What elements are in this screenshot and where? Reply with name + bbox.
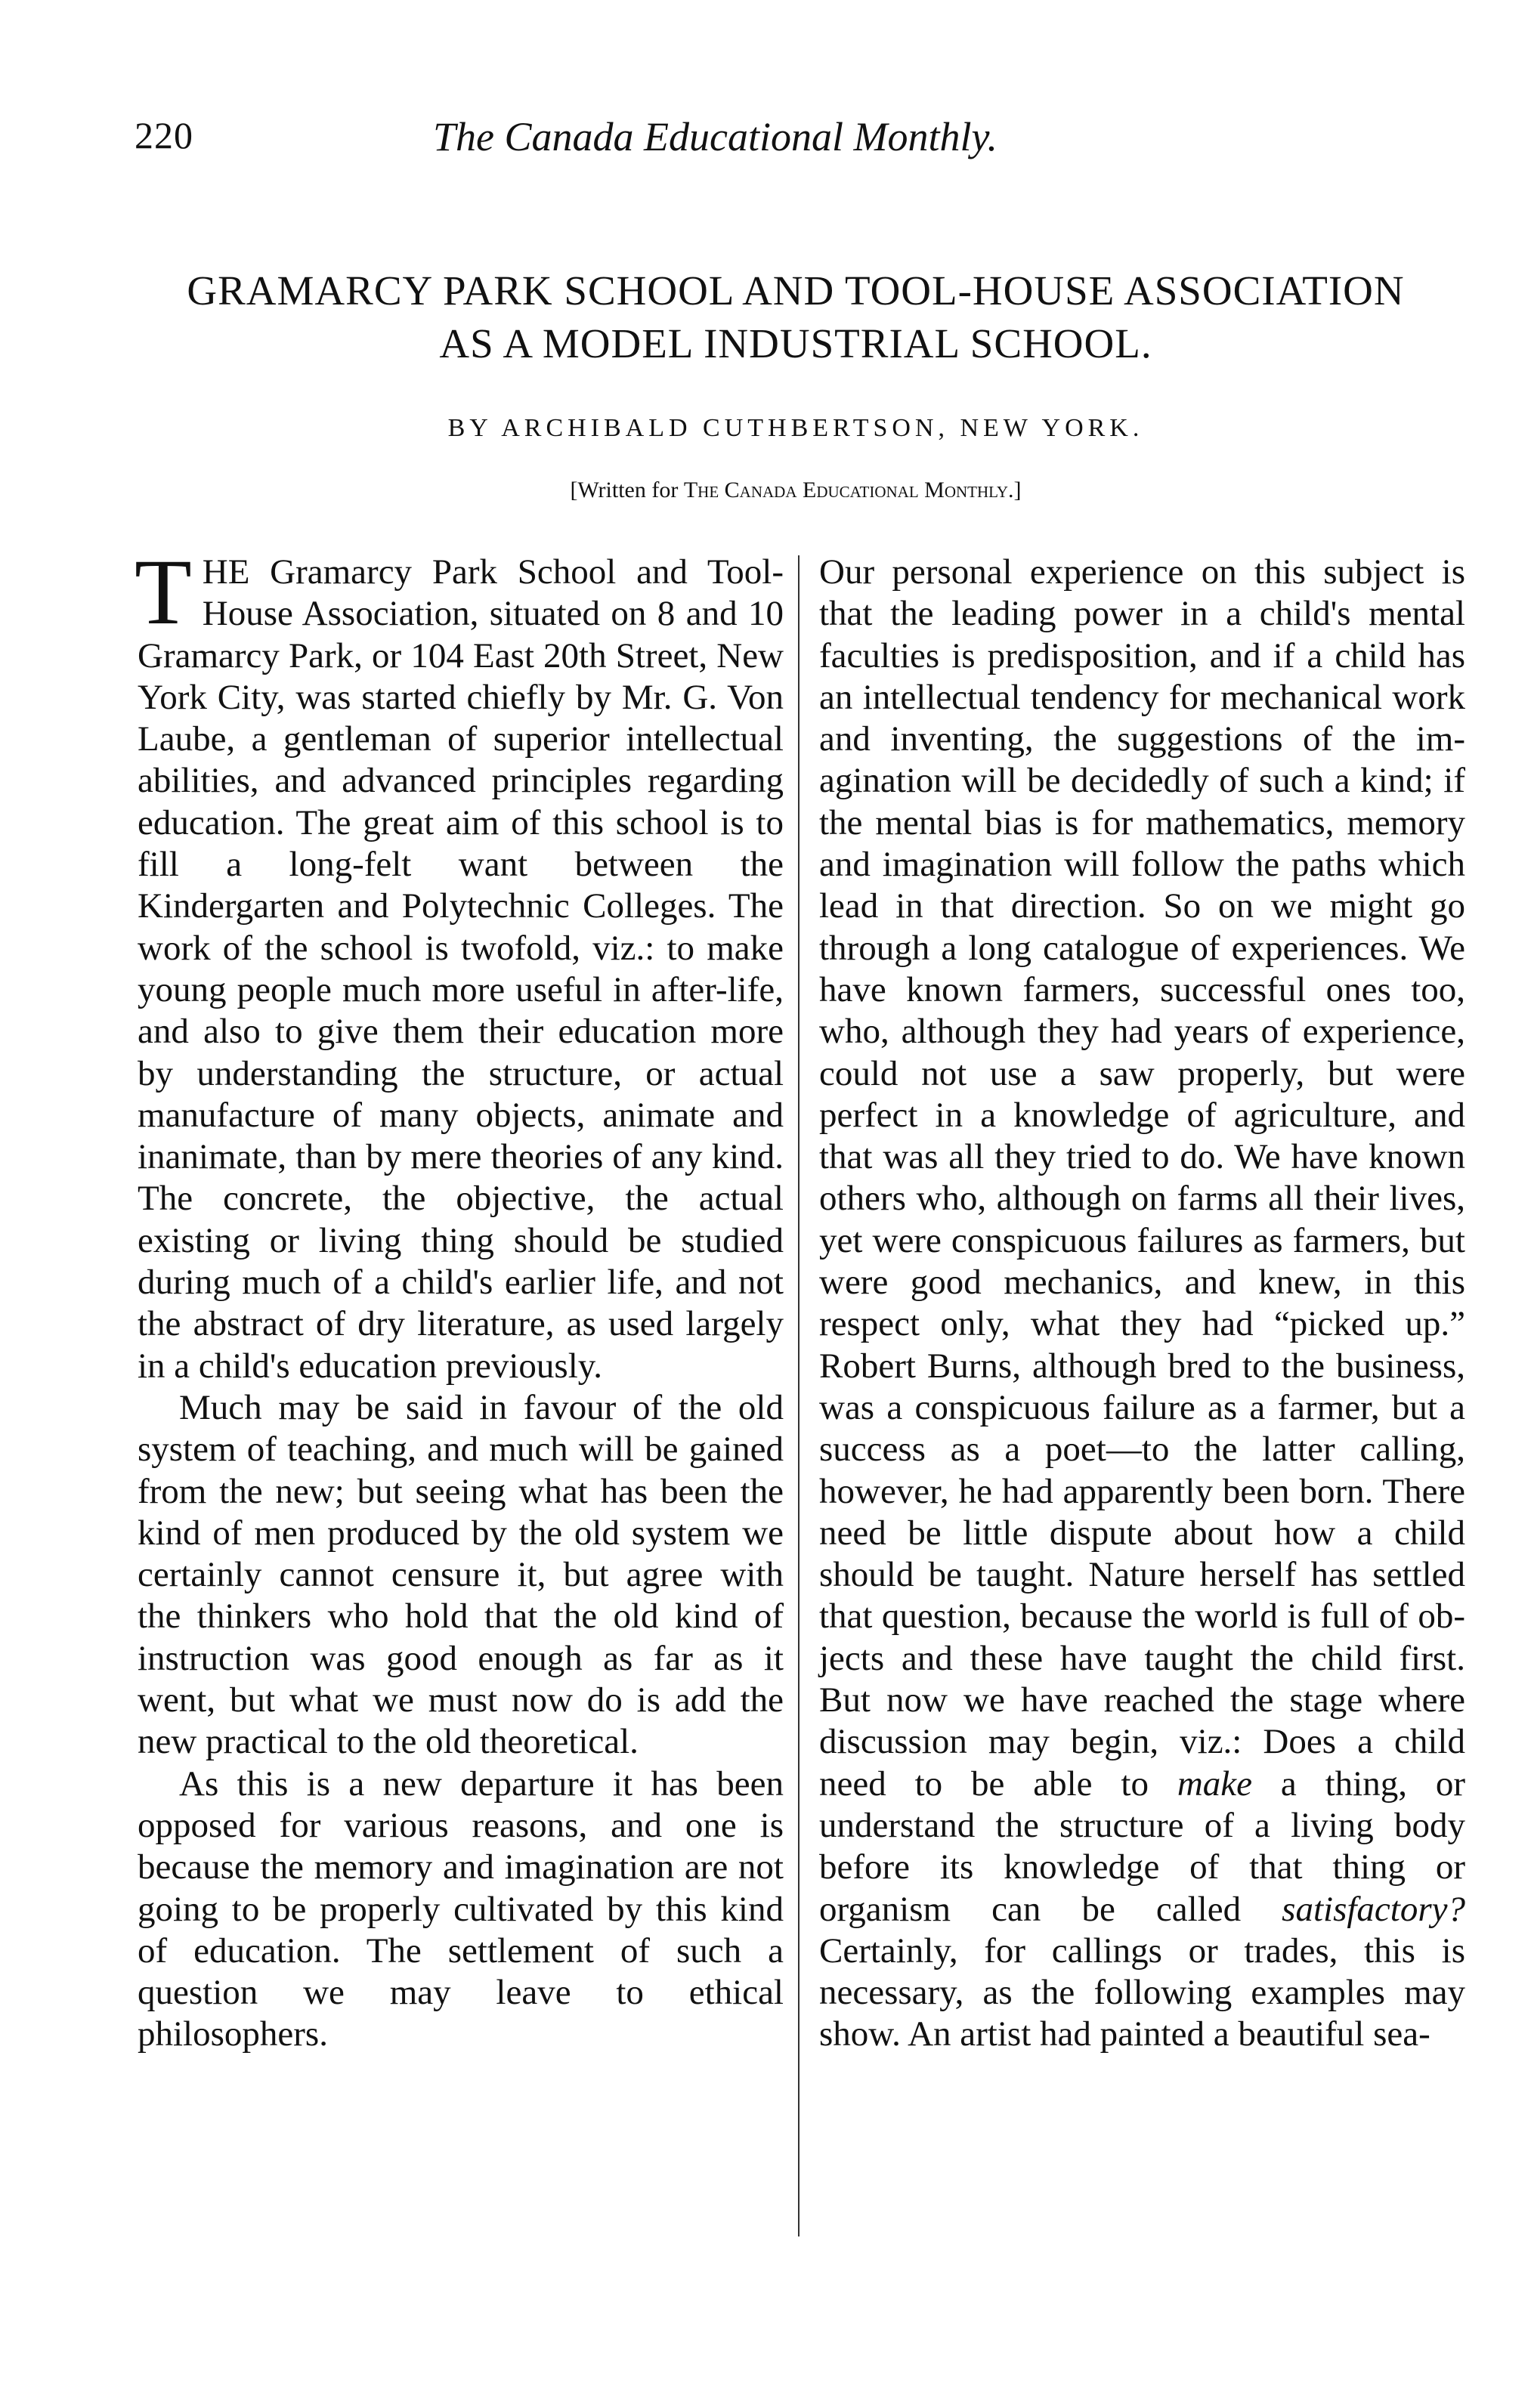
paragraph-4-text-b: a thing, or understand the structure of a living body before its knowledge of that thing or organism can be called	[819, 1763, 1465, 1929]
paragraph-4	[819, 552, 1465, 2056]
journal-title: The Canada Educational Monthly.	[433, 114, 997, 159]
column-divider	[798, 555, 800, 2236]
left-column	[135, 540, 784, 2056]
article-title	[135, 264, 1457, 370]
article-byline: BY ARCHIBALD CUTHBERTSON, NEW YORK.	[447, 414, 1144, 442]
page-header	[135, 113, 1457, 166]
paragraph-4-text-c: Certainly, for callings or trades, this is necessary, as the following examples may show. An artist had painted a beautiful sea-	[819, 1930, 1465, 2054]
right-column	[819, 552, 1465, 2056]
emphasis-make: make	[1177, 1763, 1252, 1804]
paragraph-1-text: HE Gramarcy Park School and Tool-House Association, situated on 8 and 10 Gramarcy Park, or 104 East 20th Street, New York City, was started chiefly by Mr. G. Von Laube, a gentleman of superior intellectual abilities, and advanced principles regarding education. The great aim of this school is to fill a long-felt want between the Kindergarten and Polytechnic Colleges. The work of the school is twofold, viz.: to make young people much more useful in after-life, and also to give them their education more by understanding the structure, or actual manufacture of many objects, animate and inanimate, than by mere theories of any kind. The concrete, the objective, the actual existing or living thing should be studied during much of a child's earlier life, and not the abstract of dry literature, as used largely in a child's education previously.	[138, 552, 784, 1386]
emphasis-satisfactory: satisfactory?	[1282, 1889, 1465, 1929]
paragraph-4-text-a: Our personal experience on this subject is that the leading power in a child's mental faculties is predisposition, and if a child has an intellectual tendency for mechanical work and inventing, the suggestions of the imagination will be decidedly of such a kind; if the mental bias is for mathematics, memory and imagination will follow the paths which lead in that direction. So on we might go through a long catalogue of experiences. We have known farmers, successful ones too, who, although they had years of experience, could not use a saw properly, but were perfect in a knowledge of agriculture, and that was all they tried to do. We have known others who, although on farms all their lives, yet were conspicuous failures as farmers, but were good mechanics, and knew, in this respect only, what they had “picked up.” Robert Burns, although bred to the business, was a conspicuous failure as a farmer, but a success as a poet—to the latter calling, however, he had apparently been born. There need be little dispute about how a child should be taught. Nature herself has settled that question, because the world is full of objects and these have taught the child first. But now we have reached the stage where discussion may begin, viz.: Does a child need to be able to	[819, 552, 1465, 1804]
drop-cap: T	[135, 540, 192, 644]
article-title-line-2: AS A MODEL INDUSTRIAL SCHOOL.	[439, 320, 1152, 366]
written-for-publication: The Canada Educational Monthly	[683, 478, 1009, 502]
page-number: 220	[135, 114, 193, 156]
paragraph-2: Much may be said in favour of the old system of teaching, and much will be gained from the new; but seeing what has been the kind of men produced by the old system we certainly cannot censure it, but agree with the thinkers who hold that the old kind of instruction was good enough as far as it went, but what we must now do is add the new practical to the old theoretical.	[138, 1387, 784, 1762]
paragraph-1	[135, 540, 784, 1387]
written-for-prefix: [Written for	[570, 478, 684, 502]
paragraph-3: As this is a new departure it has been opposed for various reasons, and one is because the memory and imagination are not going to be properly cultivated by this kind of education. The settlement of such a question we may leave to ethical philosophers.	[138, 1763, 784, 2054]
article-title-line-1: GRAMARCY PARK SCHOOL AND TOOL-HOUSE ASSOCIATION	[187, 267, 1405, 314]
written-for-note	[135, 478, 1457, 503]
written-for-suffix: .]	[1008, 478, 1022, 502]
